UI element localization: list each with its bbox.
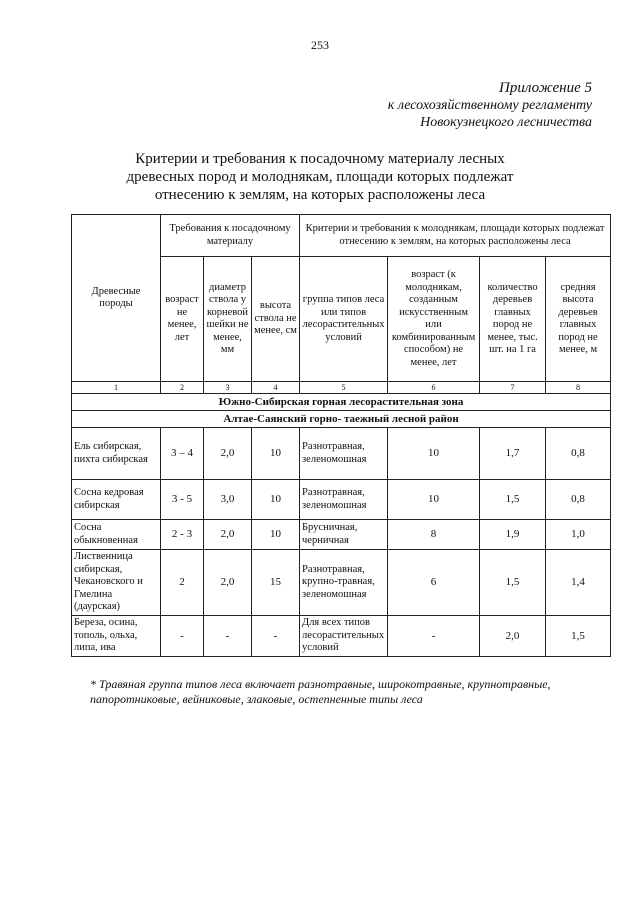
cell-tree-count: 2,0 [480, 616, 546, 657]
header-col-young-age: возраст (к молоднякам, созданным искусственным или комбинированным способом) не менее, лет [388, 257, 480, 382]
header-col-height: высота ствола не менее, см [252, 257, 300, 382]
cell-young-age: 6 [388, 550, 480, 616]
table-row [72, 550, 611, 616]
appendix-line-3: Новокузнецкого лесничества [420, 115, 592, 130]
cell-diameter: - [204, 616, 252, 657]
region-row [72, 411, 611, 428]
region-label: Алтае-Саянский горно- таежный лесной район [72, 411, 611, 428]
column-number: 1 [72, 382, 161, 394]
title-line-1: Критерии и требования к посадочному материалу лесных [135, 151, 505, 167]
cell-avg-height: 1,4 [546, 550, 611, 616]
cell-tree-count: 1,5 [480, 550, 546, 616]
footnote: * Травяная группа типов леса включает разнотравные, широкотравные, крупнотравные, папоротниковые, вейниковые, злаковые, остепненные типы леса [90, 677, 551, 706]
cell-forest-type: Для всех типов лесорастительных условий [300, 616, 388, 657]
column-number: 5 [300, 382, 388, 394]
document-title [70, 150, 570, 204]
cell-age: - [161, 616, 204, 657]
header-col-avg-height: средняя высота деревьев главных пород не менее, м [546, 257, 611, 382]
column-number: 6 [388, 382, 480, 394]
table-row [72, 480, 611, 520]
cell-species: Ель сибирская, пихта сибирская [72, 428, 161, 480]
cell-species: Береза, осина, тополь, ольха, липа, ива [72, 616, 161, 657]
column-number: 2 [161, 382, 204, 394]
cell-age: 2 - 3 [161, 520, 204, 550]
header-planting-material: Требования к посадочному материалу [161, 215, 300, 257]
header-species: Древесные породы [72, 215, 161, 382]
header-row-groups [72, 215, 611, 257]
cell-young-age: - [388, 616, 480, 657]
cell-age: 2 [161, 550, 204, 616]
zone-row [72, 394, 611, 411]
column-number: 4 [252, 382, 300, 394]
header-col-tree-count: количество деревьев главных пород не менее, тыс. шт. на 1 га [480, 257, 546, 382]
header-col-forest-type: группа типов леса или типов лесорастительных условий [300, 257, 388, 382]
zone-label: Южно-Сибирская горная лесорастительная зона [72, 394, 611, 411]
table-row [72, 616, 611, 657]
cell-tree-count: 1,5 [480, 480, 546, 520]
column-number: 8 [546, 382, 611, 394]
cell-height: - [252, 616, 300, 657]
cell-height: 10 [252, 480, 300, 520]
cell-forest-type: Брусничная, черничная [300, 520, 388, 550]
criteria-table [71, 214, 611, 657]
cell-tree-count: 1,9 [480, 520, 546, 550]
column-number-row [72, 382, 611, 394]
cell-avg-height: 0,8 [546, 480, 611, 520]
cell-diameter: 2,0 [204, 550, 252, 616]
cell-age: 3 – 4 [161, 428, 204, 480]
header-col-diameter: диаметр ствола у корневой шейки не менее, мм [204, 257, 252, 382]
page-number: 253 [311, 38, 329, 52]
cell-height: 15 [252, 550, 300, 616]
table-row [72, 520, 611, 550]
cell-height: 10 [252, 428, 300, 480]
cell-age: 3 - 5 [161, 480, 204, 520]
cell-forest-type: Разнотравная, зеленомошная [300, 428, 388, 480]
appendix-line-1: Приложение 5 [499, 80, 592, 96]
header-col-age: возраст не менее, лет [161, 257, 204, 382]
cell-diameter: 3,0 [204, 480, 252, 520]
appendix-caption [172, 80, 592, 131]
title-line-2: древесных пород и молоднякам, площади которых подлежат [126, 169, 514, 185]
title-line-3: отнесению к землям, на которых расположены леса [154, 187, 486, 203]
appendix-line-2: к лесохозяйственному регламенту [387, 98, 592, 113]
cell-diameter: 2,0 [204, 428, 252, 480]
cell-height: 10 [252, 520, 300, 550]
column-number: 7 [480, 382, 546, 394]
cell-avg-height: 0,8 [546, 428, 611, 480]
header-young-stands: Критерии и требования к молоднякам, площади которых подлежат отнесению к землям, на которых расположены леса [300, 215, 611, 257]
table-row [72, 428, 611, 480]
cell-forest-type: Разнотравная, зеленомошная [300, 480, 388, 520]
cell-species: Лиственница сибирская, Чекановского и Гмелина (даурская) [72, 550, 161, 616]
cell-young-age: 8 [388, 520, 480, 550]
cell-diameter: 2,0 [204, 520, 252, 550]
cell-tree-count: 1,7 [480, 428, 546, 480]
cell-species: Сосна обыкновенная [72, 520, 161, 550]
cell-species: Сосна кедровая сибирская [72, 480, 161, 520]
cell-avg-height: 1,0 [546, 520, 611, 550]
column-number: 3 [204, 382, 252, 394]
cell-avg-height: 1,5 [546, 616, 611, 657]
cell-young-age: 10 [388, 428, 480, 480]
cell-young-age: 10 [388, 480, 480, 520]
cell-forest-type: Разнотравная, крупно-травная, зеленомошная [300, 550, 388, 616]
